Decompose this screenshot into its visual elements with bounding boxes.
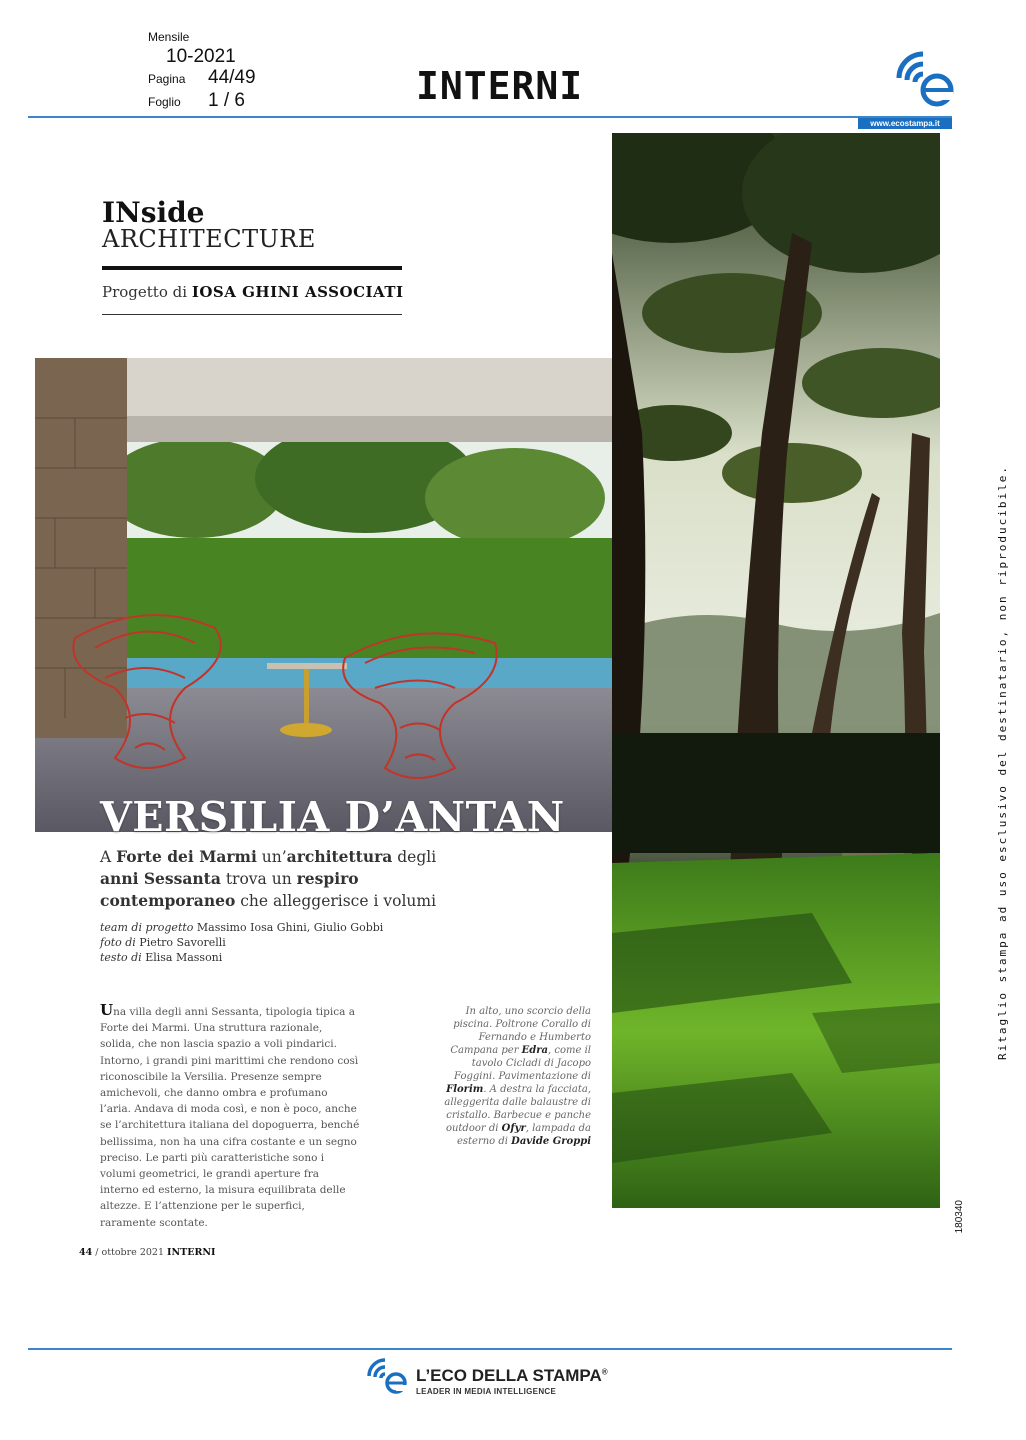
page-label: Pagina	[148, 72, 186, 86]
subtitle-bold: architettura	[286, 847, 393, 866]
section-rule	[102, 266, 402, 270]
footer-tagline: LEADER IN MEDIA INTELLIGENCE	[416, 1387, 557, 1396]
copyright-notice: Ritaglio stampa ad uso esclusivo del destinatario, non riproducibile.	[996, 465, 1009, 1060]
caption-text: . A destra la facciata, alleggerita dalle balaustre di cristallo. Barbecue e panche outdoor di	[444, 1084, 591, 1134]
frequency-label: Mensile	[148, 30, 190, 44]
eco-logo-icon	[893, 44, 955, 110]
folio-magazine: INTERNI	[167, 1247, 216, 1258]
footer-brand-name: L’ECO DELLA STAMPA	[416, 1366, 602, 1385]
section-subtitle: ARCHITECTURE	[102, 225, 316, 253]
caption-text: , lampada da esterno di	[456, 1123, 591, 1147]
project-rule	[102, 314, 402, 315]
credit-name: Elisa Massoni	[145, 951, 223, 964]
body-text: na villa degli anni Sessanta, tipologia tipica a Forte dei Marmi. Una struttura razionale, solida, che non lascia spazio a voli pindarici. Intorno, i grandi pini marittimi che rendono così riconoscibile la Versilia. Presenze sempre amichevoli, che danno ombra e profumano l’aria. Andava di moda così, e non è poco, anche se l’architettura italiana del dopoguerra, benché bellissima, non ha una cifra costante e un segno preciso. Le parti più caratteristiche sono i volumi geometrici, le grandi aperture fra interno ed esterno, la misura equilibrata delle altezze. E l’attenzione per le superfici, raramente scontate.	[100, 1006, 360, 1229]
credit-line	[100, 950, 420, 965]
subtitle-part: un’	[256, 848, 287, 866]
article-subtitle	[100, 846, 450, 912]
caption-brand: Ofyr	[501, 1123, 526, 1134]
pool-terrace-photo	[35, 358, 612, 832]
eco-url: www.ecostampa.it	[858, 118, 952, 129]
caption-text: In alto, uno scorcio della piscina. Poltrone Corallo di Fernando e Humberto Campana per	[450, 1006, 591, 1056]
credit-line	[100, 920, 420, 935]
credit-role: team di progetto	[100, 921, 194, 934]
pine-garden-photo	[612, 133, 940, 1208]
folio-text: / ottobre 2021	[92, 1247, 168, 1258]
page-value: 44/49	[208, 67, 256, 88]
subtitle-bold: respiro contemporaneo	[100, 869, 359, 910]
credit-role: foto di	[100, 936, 136, 949]
credit-name: Massimo Iosa Ghini, Giulio Gobbi	[196, 921, 384, 934]
article-credits	[100, 920, 420, 965]
sheet-value: 1 / 6	[208, 90, 245, 111]
header-rule	[28, 116, 952, 118]
issue-date: 10-2021	[166, 46, 236, 67]
credit-role: testo di	[100, 951, 142, 964]
project-credit	[102, 283, 404, 301]
credit-line	[100, 935, 420, 950]
footer-brand	[416, 1366, 608, 1386]
subtitle-bold: Forte dei Marmi	[116, 847, 257, 866]
registered-mark: ®	[601, 1367, 608, 1377]
caption-text: , come il tavolo Cicladi di Jacopo Foggini. Pavimentazione di	[454, 1045, 591, 1082]
page-folio	[79, 1247, 215, 1258]
section-title: INside	[102, 196, 205, 229]
subtitle-part: trova un	[220, 870, 297, 888]
project-prefix: Progetto di	[102, 283, 188, 301]
clipping-code: 180340	[954, 1200, 965, 1234]
caption-brand: Florim	[446, 1084, 484, 1095]
article-headline: VERSILIA D’ANTAN	[100, 793, 565, 841]
project-firm: IOSA GHINI ASSOCIATI	[191, 283, 404, 301]
eco-footer-logo-icon	[366, 1354, 410, 1396]
sheet-label: Foglio	[148, 95, 181, 109]
caption-brand: Edra	[521, 1045, 549, 1056]
folio-page: 44	[79, 1247, 93, 1258]
subtitle-part: degli	[392, 848, 437, 866]
subtitle-part: che alleggerisce i volumi	[235, 892, 437, 910]
body-dropcap: U	[100, 1001, 114, 1019]
caption-brand: Davide Groppi	[511, 1136, 591, 1147]
credit-name: Pietro Savorelli	[139, 936, 226, 949]
photo-caption	[436, 1005, 591, 1148]
subtitle-part: A	[100, 848, 117, 866]
magazine-title: INTERNI	[416, 64, 584, 108]
subtitle-bold: anni Sessanta	[100, 869, 221, 888]
footer-rule	[28, 1348, 952, 1350]
article-body	[100, 1002, 360, 1231]
